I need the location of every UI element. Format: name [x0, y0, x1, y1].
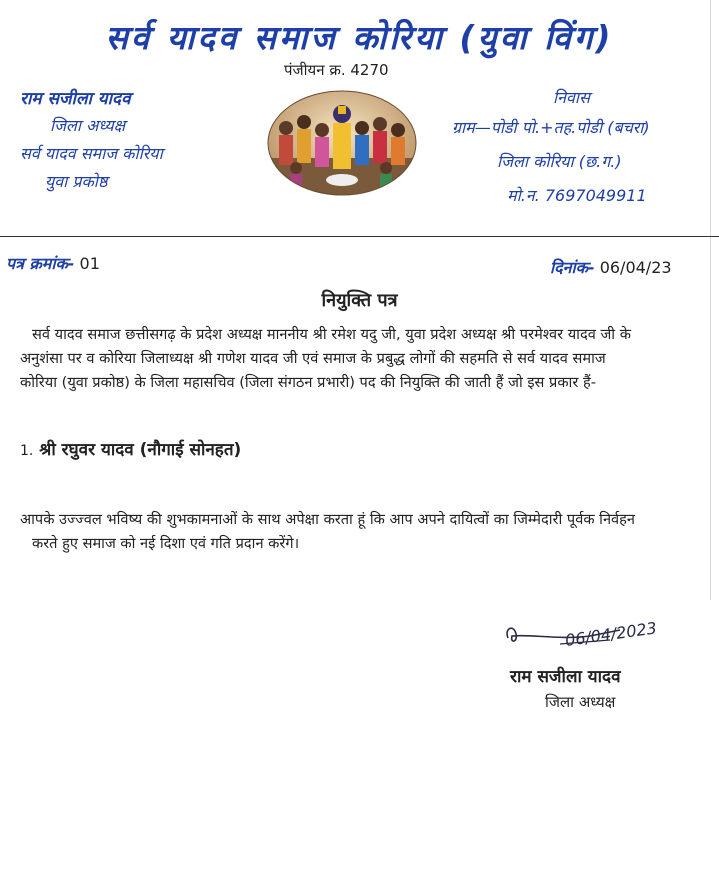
letter-number: [6, 252, 100, 274]
letter-date-value: 06/04/23: [599, 258, 672, 277]
residence-address: ग्राम—पोडी पो.+तह.पोडी (बचरा): [452, 118, 650, 137]
president-name: राम सजीला यादव: [20, 89, 131, 109]
letter-heading: नियुक्ति पत्र: [321, 290, 398, 311]
residence-district: जिला कोरिया (छ.ग.): [497, 152, 622, 171]
signature-date: 06/04/2023: [563, 618, 658, 650]
signatory-name: राम सजीला यादव: [510, 667, 621, 687]
appointee-number: 1.: [20, 443, 34, 459]
handwritten-signature: [500, 616, 680, 660]
appointee-entry: [20, 437, 241, 460]
letter-number-value: 01: [79, 254, 100, 273]
body-line: सर्व यादव समाज छत्तीसगढ़ के प्रदेश अध्यक्ष माननीय श्री रमेश यदु जी, युवा प्रदेश अध्यक्ष श्री परमेश्वर यादव जी के: [32, 326, 631, 343]
body-line: कोरिया (युवा प्रकोष्ठ) के जिला महासचिव (जिला संगठन प्रभारी) पद की नियुक्ति की जाती हैं जो इस प्रकार हैं-: [20, 374, 596, 391]
registration-number: पंजीयन क्र. 4270: [284, 61, 389, 79]
body-line: अनुशंसा पर व कोरिया जिलाध्यक्ष श्री गणेश यादव जी एवं समाज के प्रबुद्ध लोगों की सहमति से सर्व यादव समाज: [20, 350, 606, 367]
letter-number-label: पत्र क्रमांक-: [6, 254, 75, 273]
letter-date: [550, 256, 672, 278]
letter-date-label: दिनांक-: [550, 258, 595, 277]
letterhead-title: सर्व यादव समाज कोरिया (युवा विंग): [105, 18, 614, 57]
closing-line: करते हुए समाज को नई दिशा एवं गति प्रदान करेंगे।: [32, 535, 300, 552]
appointee-name: श्री रघुवर यादव (नौगाई सोनहत): [39, 440, 242, 460]
signatory-designation: जिला अध्यक्ष: [545, 693, 616, 711]
president-designation: जिला अध्यक्ष: [50, 116, 126, 135]
closing-paragraph: [20, 508, 710, 556]
residence-heading: निवास: [553, 88, 590, 107]
letter-body: [20, 323, 712, 395]
letterhead-divider: [0, 236, 719, 237]
closing-line: आपके उज्ज्वल भविष्य की शुभकामनाओं के साथ अपेक्षा करता हूं कि आप अपने दायित्वों का जिम्मेदारी पूर्वक निर्वहन: [20, 511, 636, 528]
mobile-number: मो.न. 7697049911: [507, 186, 647, 205]
krishna-illustration-icon: [266, 88, 418, 198]
organization-wing: युवा प्रकोष्ठ: [45, 172, 108, 191]
organization-name: सर्व यादव समाज कोरिया: [20, 144, 163, 163]
